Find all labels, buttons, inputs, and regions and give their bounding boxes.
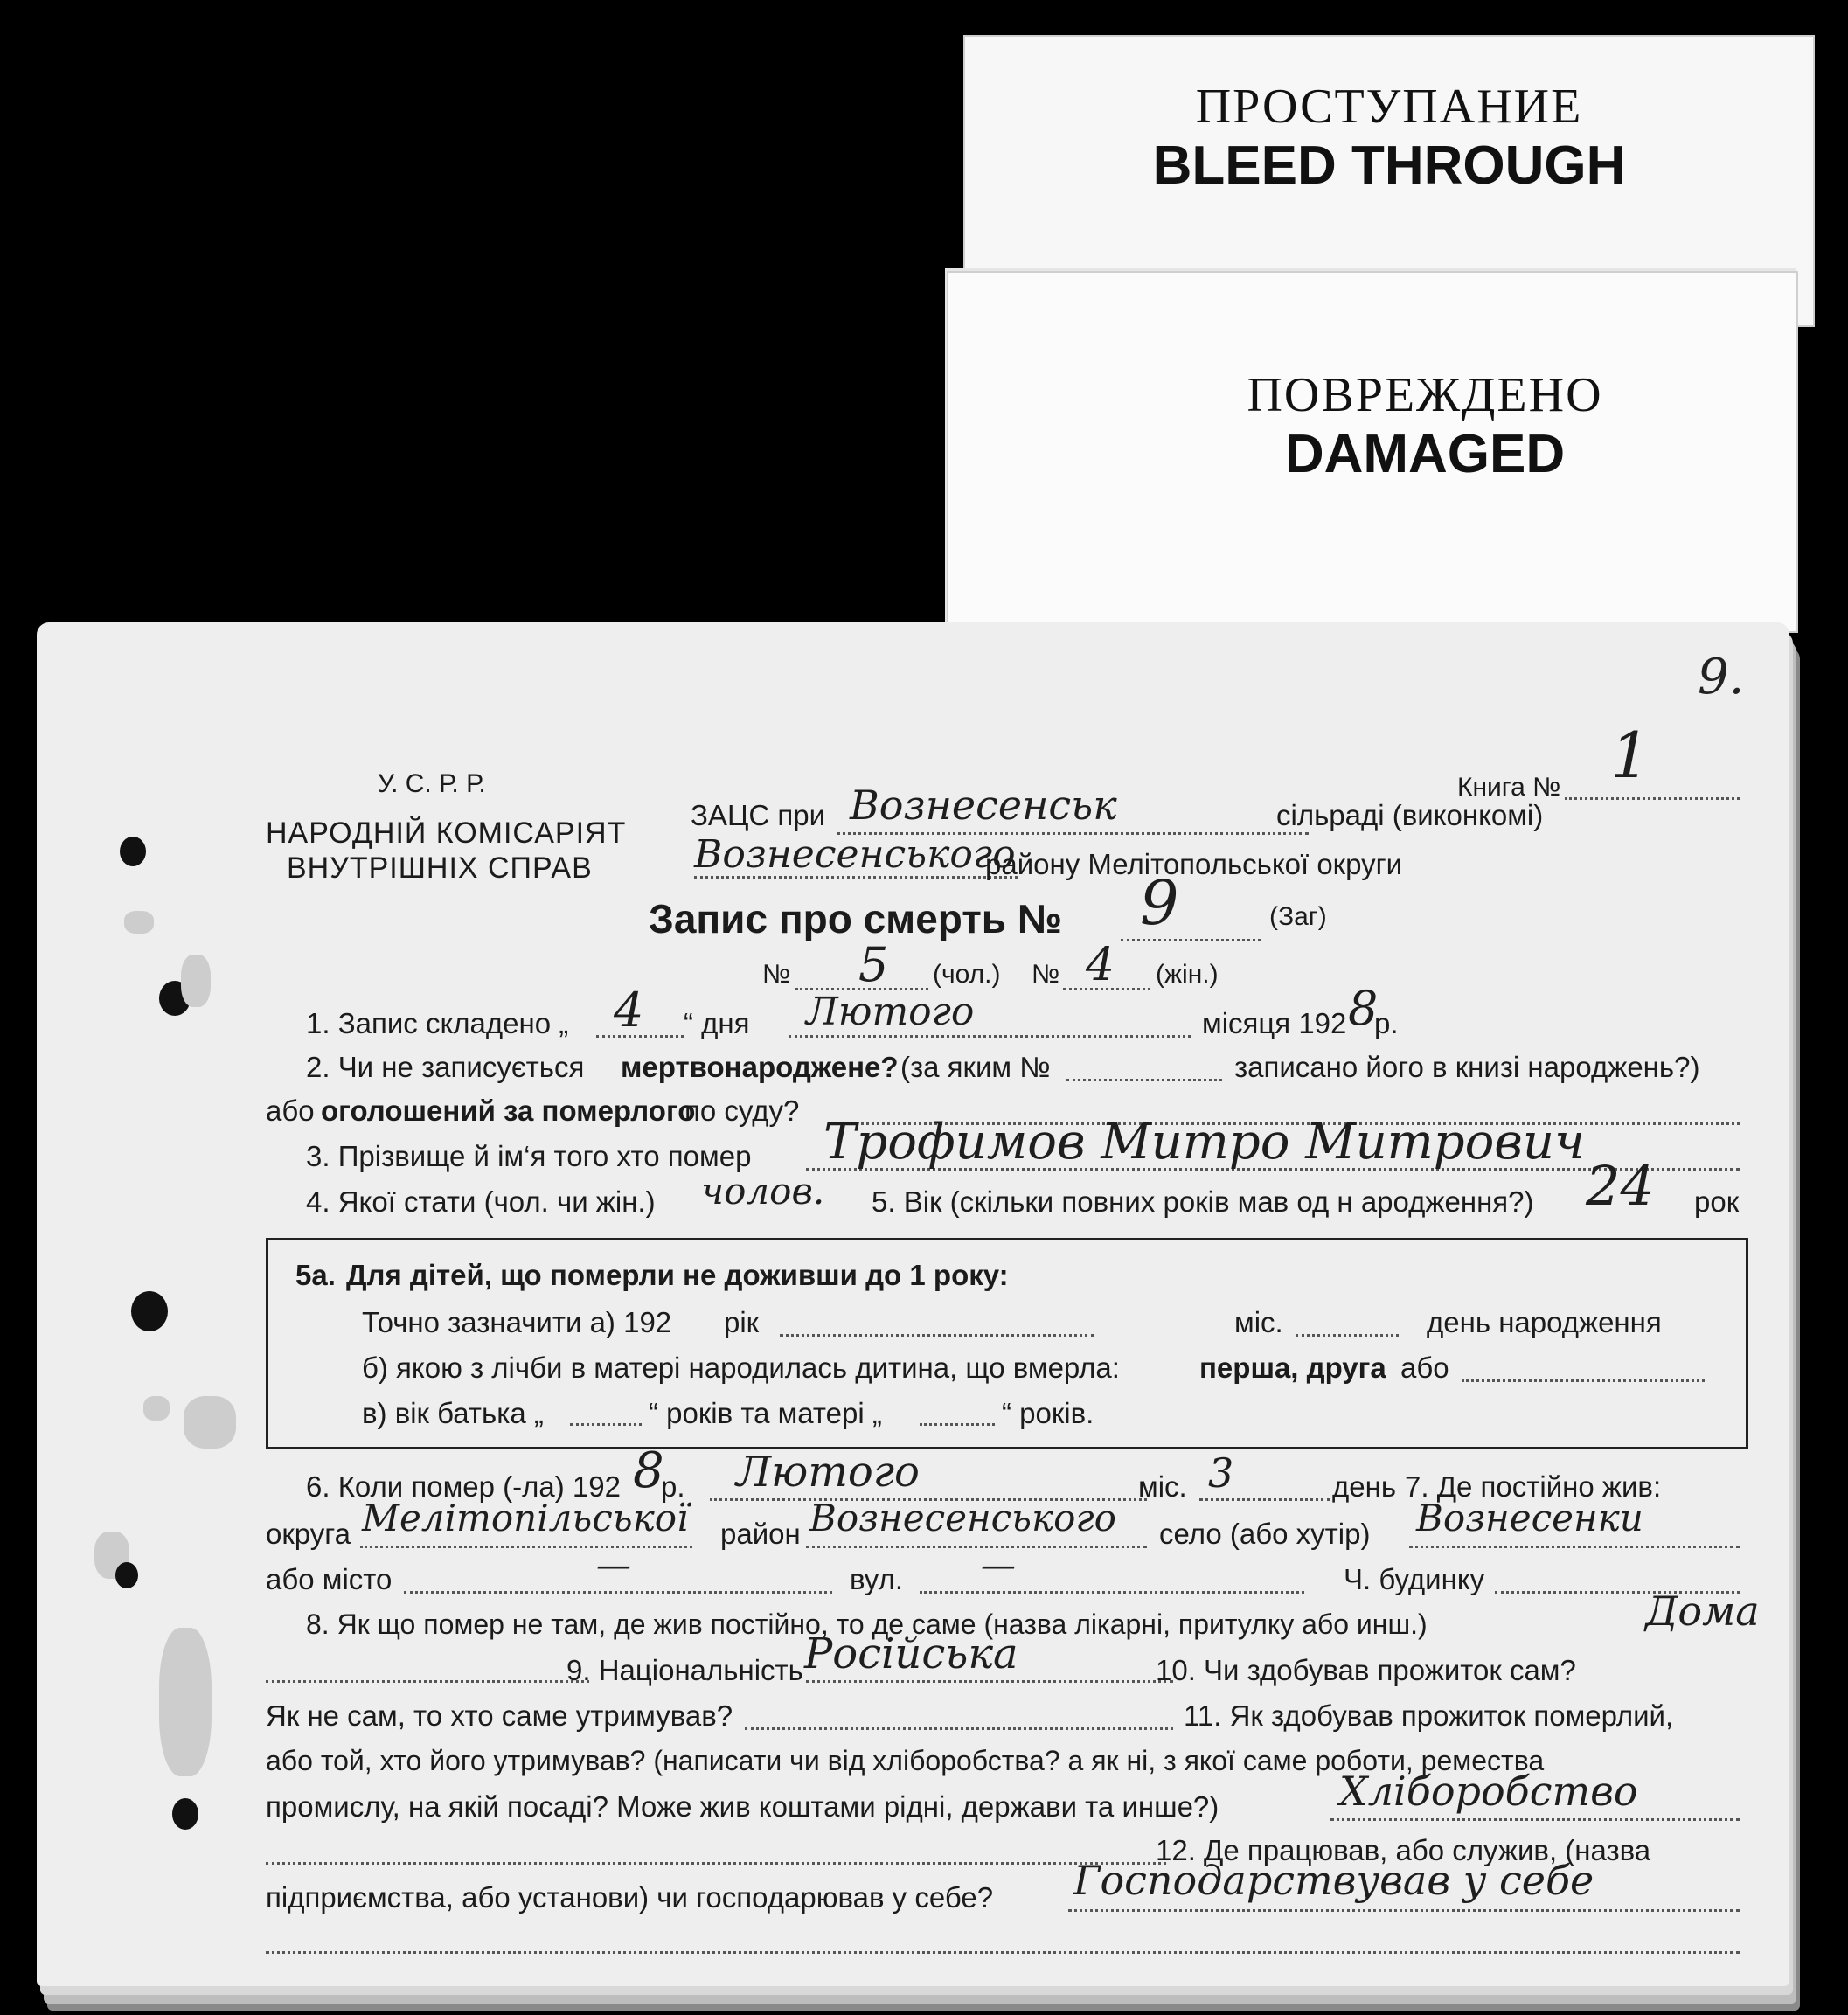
- infant-line-1-a: Точно зазначити а) 192: [362, 1306, 672, 1338]
- record-number-line: [1121, 939, 1261, 941]
- infant-section-title: Для дітей, що померли не доживши до 1 року:: [346, 1259, 1009, 1291]
- field-12-line-2: підприємства, або установи) чи господарював у себе?: [266, 1881, 994, 1914]
- field-3-value: Трофимов Митро Митрович: [823, 1114, 1585, 1171]
- okruha-line: [360, 1546, 692, 1548]
- book-number-line: [1565, 797, 1740, 800]
- field-11-line-3: промислу, на якій посаді? Може жив коштами рідні, держави та инше?): [266, 1790, 1219, 1823]
- bleed-through-en: BLEED THROUGH: [1152, 135, 1626, 196]
- rayon-label: район: [720, 1518, 801, 1550]
- binding-hole: [172, 1798, 198, 1830]
- field-7-label: 7. Де постійно жив:: [1405, 1470, 1662, 1503]
- field-2-d: записано його в книзі народжень?): [1234, 1051, 1700, 1083]
- page-number-mark: 9.: [1698, 649, 1745, 705]
- council-label: сільраді (виконкомі): [1276, 799, 1544, 831]
- infant-line-2-a: б) якою з лічби в матері народилась дитина, що вмерла:: [362, 1351, 1120, 1384]
- field-6-month-value: Лютого: [736, 1448, 920, 1497]
- field-12-label: 12. Де працював, або служив, (назва: [1156, 1834, 1651, 1866]
- infant-line-3-b: “ років та матері „: [649, 1397, 882, 1429]
- misto-value: —: [596, 1546, 631, 1586]
- commissariat-line-1: НАРОДНІЙ КОМІСАРІЯТ: [266, 816, 627, 850]
- misto-label: або місто: [266, 1563, 393, 1595]
- field-10b-label: Як не сам, то хто саме утримував?: [266, 1699, 733, 1732]
- infant-section-number: 5а.: [295, 1259, 336, 1291]
- field-1-label: 1. Запис складено „: [306, 1007, 569, 1039]
- field-1-year-digit: 8: [1348, 981, 1379, 1036]
- field-2-b: мертвонароджене?: [621, 1051, 899, 1083]
- field-11-label: 11. Як здобував прожиток померлий,: [1184, 1699, 1674, 1732]
- infant-line-2-c: або: [1400, 1351, 1449, 1384]
- male-number-value: 5: [858, 937, 889, 992]
- damaged-card: [947, 271, 1798, 633]
- damaged-en: DAMAGED: [1284, 424, 1566, 484]
- vul-line: [920, 1591, 1304, 1594]
- field-4-value: чолов.: [701, 1170, 825, 1212]
- field-2-number-line: [1066, 1079, 1222, 1081]
- district-label: району Мелітопольської округи: [985, 848, 1403, 880]
- field-5-value: 24: [1586, 1154, 1655, 1218]
- field-2-g: по суду?: [684, 1094, 800, 1127]
- field-1-day-label: “ дня: [684, 1007, 750, 1039]
- zags-value: Вознесенськ: [850, 782, 1117, 829]
- binding-damage: [184, 1396, 236, 1449]
- okruha-label: округа: [266, 1518, 351, 1550]
- field-1-month-value: Лютого: [806, 990, 975, 1034]
- infant-line-1-c: міс.: [1234, 1306, 1283, 1338]
- male-number-prefix: №: [762, 960, 791, 989]
- field-9-value: Російська: [804, 1629, 1018, 1678]
- field-5-label: 5. Вік (скільки повних років мав од н ародження?): [872, 1185, 1534, 1218]
- damaged-ru: ПОВРЕЖДЕНО: [1247, 368, 1603, 422]
- field-10-label: 10. Чи здобував прожиток сам?: [1156, 1654, 1576, 1686]
- misto-line: [404, 1591, 832, 1594]
- infant-line-2-b: перша, друга: [1199, 1351, 1386, 1384]
- male-number-label: (чол.): [933, 960, 1001, 989]
- district-value: Вознесенського: [694, 832, 1016, 877]
- record-number-value: 9: [1140, 867, 1179, 939]
- binding-hole: [115, 1562, 138, 1588]
- rayon-value: Вознесенського: [809, 1497, 1116, 1539]
- bleed-through-ru: ПРОСТУПАНИЕ: [1195, 80, 1583, 134]
- field-1-day-value: 4: [614, 983, 644, 1038]
- field-6-mis: міс.: [1138, 1470, 1187, 1503]
- binding-hole: [120, 837, 146, 866]
- okruha-value: Мелітопільської: [362, 1497, 689, 1539]
- field-8-label: 8. Як що помер не там, де жив постійно, то де саме (назва лікарні, притулку або инш.): [306, 1609, 1428, 1640]
- book-label: Книга №: [1457, 773, 1561, 802]
- infant-order-line: [1462, 1379, 1705, 1382]
- selo-value: Вознесенки: [1416, 1497, 1643, 1539]
- budynok-label: Ч. будинку: [1344, 1563, 1485, 1595]
- field-9-pre-line: [266, 1680, 589, 1683]
- mother-age-line: [920, 1423, 995, 1426]
- book-number-value: 1: [1610, 719, 1650, 792]
- field-12-value: Господарствував у себе: [1073, 1857, 1594, 1904]
- rayon-line: [806, 1546, 1147, 1548]
- commissariat-line-2: ВНУТРІШНІХ СПРАВ: [287, 851, 593, 885]
- field-3-label: 3. Прізвище й ім‘я того хто помер: [306, 1140, 752, 1172]
- binding-damage: [159, 1628, 212, 1776]
- field-6-year-digit: 8: [633, 1442, 664, 1499]
- field-6-label: 6. Коли помер (-ла) 192: [306, 1470, 621, 1503]
- field-6-day-line: [1199, 1498, 1330, 1501]
- binding-damage: [143, 1396, 170, 1421]
- infant-line-1-d: день народження: [1427, 1306, 1662, 1338]
- field-11-value: Хліборобство: [1339, 1768, 1638, 1815]
- selo-line: [1409, 1546, 1740, 1548]
- field-10b-line: [745, 1727, 1173, 1730]
- father-age-line: [570, 1423, 642, 1426]
- field-9-line: [806, 1680, 1173, 1683]
- female-number-prefix: №: [1032, 960, 1060, 989]
- field-12-pre-line: [266, 1862, 1166, 1865]
- vul-label: вул.: [850, 1563, 904, 1595]
- infant-month-line: [1296, 1334, 1399, 1337]
- record-title: Запис про смерть №: [649, 896, 1063, 941]
- field-9-label: 9. Національність: [566, 1654, 803, 1686]
- field-12-line: [1068, 1909, 1740, 1912]
- field-1-year-suffix: р.: [1374, 1007, 1399, 1039]
- field-6-den: день: [1332, 1470, 1397, 1503]
- field-2-f: оголошений за померлого: [321, 1094, 696, 1127]
- vul-value: —: [981, 1546, 1016, 1586]
- field-2-a: 2. Чи не записується: [306, 1051, 585, 1083]
- infant-line-1-b: рік: [724, 1306, 760, 1338]
- ussr-heading: У. С. Р. Р.: [378, 769, 486, 798]
- female-number-value: 4: [1086, 939, 1115, 991]
- field-12-end-line: [266, 1951, 1740, 1954]
- binding-damage: [124, 911, 154, 934]
- field-2-e: або: [266, 1094, 315, 1127]
- binding-hole: [131, 1291, 168, 1331]
- death-record-sheet: [37, 622, 1789, 1986]
- field-5-unit: рок: [1694, 1185, 1740, 1218]
- selo-label: село (або хутір): [1159, 1518, 1371, 1550]
- field-6-day-value: 3: [1208, 1449, 1234, 1497]
- infant-line-3-c: “ років.: [1002, 1397, 1094, 1429]
- infant-year-line: [780, 1334, 1094, 1337]
- field-8-value: Дома: [1645, 1588, 1760, 1635]
- binding-damage: [181, 955, 211, 1007]
- field-1-month-line: [789, 1035, 1191, 1038]
- female-number-label: (жін.): [1156, 960, 1219, 989]
- zags-label: ЗАЦС при: [691, 799, 826, 831]
- field-2-c: (за яким №: [900, 1051, 1051, 1083]
- general-label: (Заг): [1269, 902, 1327, 931]
- female-number-line: [1063, 988, 1150, 990]
- field-1-day-line: [596, 1035, 684, 1038]
- infant-line-3-a: в) вік батька „: [362, 1397, 544, 1429]
- field-4-label: 4. Якої стати (чол. чи жін.): [306, 1185, 656, 1218]
- field-11-line: [1330, 1818, 1740, 1821]
- field-11-line-2: або той, хто його утримував? (написати чи від хліборобства? а як ні, з якої саме роботи, ремества: [266, 1745, 1545, 1776]
- field-6-r: р.: [661, 1470, 685, 1503]
- field-1-year-label: місяця 192: [1202, 1007, 1347, 1039]
